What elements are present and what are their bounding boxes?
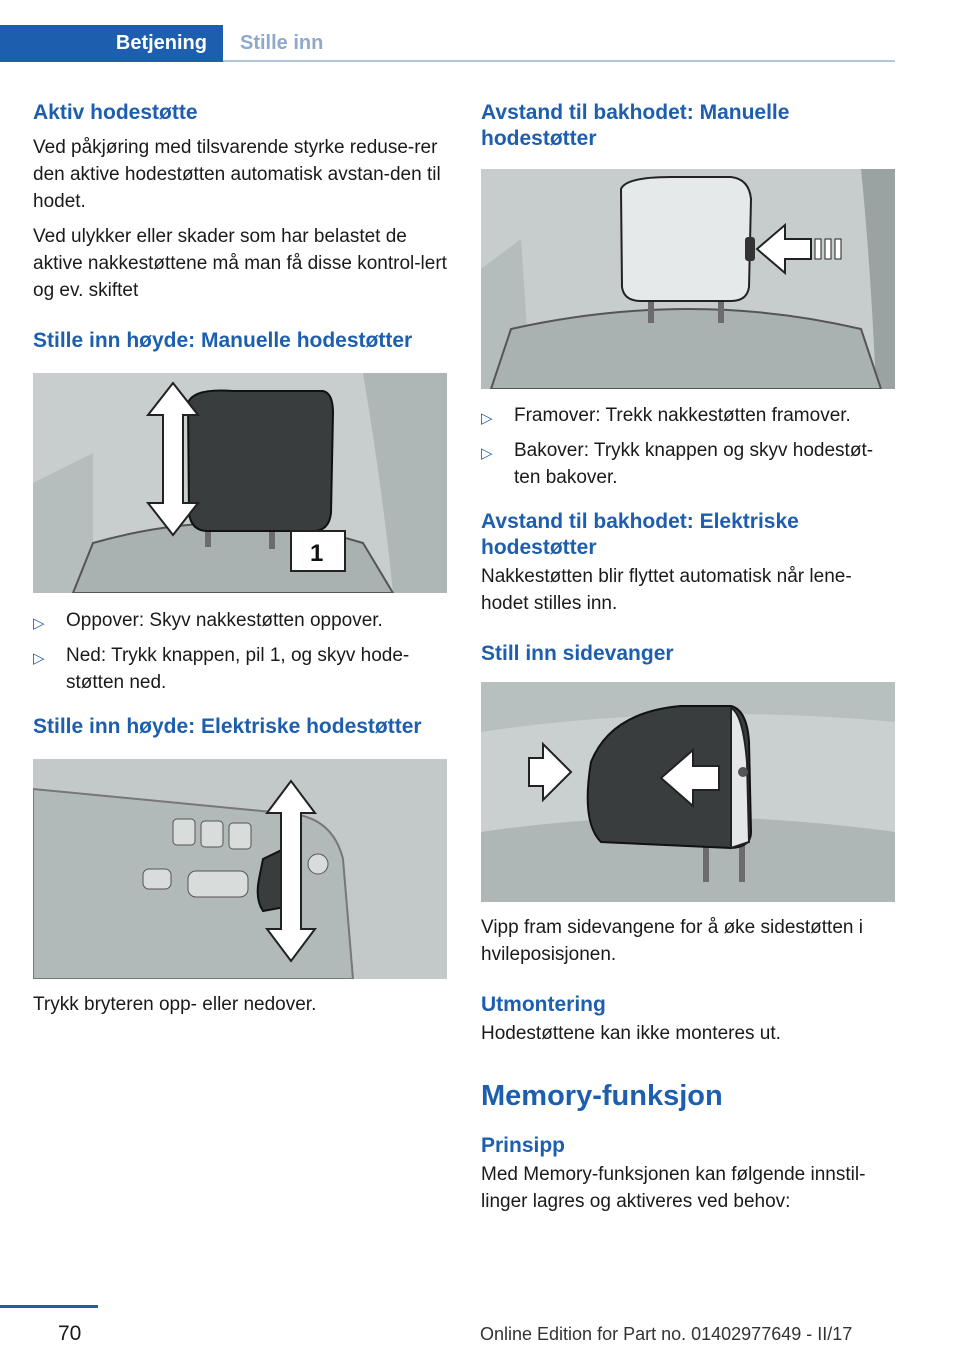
figure-side-wings bbox=[481, 682, 895, 902]
figure-headrest-height-electric bbox=[33, 759, 447, 979]
distance-manual-title: Avstand til bakhodet: Manuelle hodestøtter bbox=[481, 101, 790, 150]
triangle-right-icon: ▷ bbox=[481, 445, 493, 462]
list-item bbox=[481, 437, 895, 491]
removal-text: Hodestøttene kan ikke monteres ut. bbox=[481, 1023, 781, 1044]
list-item bbox=[33, 642, 447, 696]
side-text: Vipp fram sidevangene for å øke sidestøtten i hvileposisjonen. bbox=[481, 917, 863, 965]
list-item bbox=[481, 402, 895, 429]
figure-headrest-distance-manual bbox=[481, 169, 895, 389]
tab-stille-inn[interactable]: Stille inn bbox=[240, 32, 324, 54]
list-item-text: Ned: Trykk knappen, pil 1, og skyv hode-støtten ned. bbox=[66, 645, 410, 693]
page-number: 70 bbox=[58, 1322, 82, 1345]
header-tabs bbox=[0, 25, 323, 62]
height-manual-list bbox=[33, 607, 447, 696]
side-title: Still inn sidevanger bbox=[481, 642, 674, 665]
triangle-right-icon: ▷ bbox=[33, 615, 45, 632]
figure-headrest-height-manual bbox=[33, 373, 447, 593]
right-column bbox=[481, 100, 895, 1215]
tab-betjening[interactable]: Betjening bbox=[0, 25, 223, 62]
active-headrest-text-1: Ved påkjøring med tilsvarende styrke reduse-rer den aktive hodestøtten automatisk avstan-den til hodet. bbox=[33, 137, 441, 212]
distance-electric-title: Avstand til bakhodet: Elektriske hodestøtter bbox=[481, 510, 799, 559]
list-item-text: Framover: Trekk nakkestøtten framover. bbox=[514, 405, 851, 426]
figure1-callout: 1 bbox=[310, 540, 324, 567]
distance-manual-list bbox=[481, 402, 895, 491]
principle-title: Prinsipp bbox=[481, 1134, 566, 1157]
memory-title: Memory-funksjon bbox=[481, 1080, 723, 1112]
height-manual-title: Stille inn høyde: Manuelle hodestøtter bbox=[33, 329, 413, 352]
footer-rule bbox=[0, 1305, 98, 1308]
principle-text: Med Memory-funksjonen kan følgende innstil-linger lagres og aktiveres ved behov: bbox=[481, 1164, 866, 1212]
height-electric-title: Stille inn høyde: Elektriske hodestøtter bbox=[33, 715, 422, 738]
electric-text: Trykk bryteren opp- eller nedover. bbox=[33, 994, 317, 1015]
footer-edition: Online Edition for Part no. 01402977649 - II/17 bbox=[480, 1324, 853, 1344]
header-rule bbox=[223, 60, 895, 62]
left-column bbox=[33, 100, 447, 1018]
removal-title: Utmontering bbox=[481, 993, 606, 1016]
list-item-text: Oppover: Skyv nakkestøtten oppover. bbox=[66, 610, 383, 631]
list-item bbox=[33, 607, 447, 634]
triangle-right-icon: ▷ bbox=[481, 410, 493, 427]
active-headrest-text-2: Ved ulykker eller skader som har belastet de aktive nakkestøttene må man få disse kontrol-lert og ev. skiftet bbox=[33, 226, 447, 301]
triangle-right-icon: ▷ bbox=[33, 650, 45, 667]
list-item-text: Bakover: Trykk knappen og skyv hodestøt-ten bakover. bbox=[514, 440, 874, 488]
active-headrest-title: Aktiv hodestøtte bbox=[33, 101, 198, 124]
distance-electric-text: Nakkestøtten blir flyttet automatisk når lene-hodet stilles inn. bbox=[481, 566, 852, 614]
